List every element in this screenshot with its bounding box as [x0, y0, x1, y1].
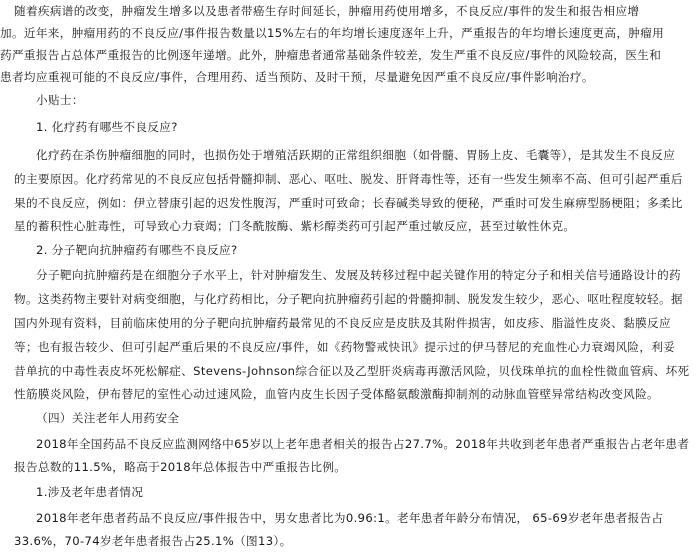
- sub-1-heading: 1.涉及老年患者情况: [36, 485, 144, 499]
- sub-1-line-2: 33.6%，70-74岁老年患者报告占25.1%（图13）。: [14, 534, 292, 548]
- q2-line-2: 物。这类药物主要针对病变细胞，与化疗药相比，分子靶向抗肿瘤药引起的骨髓抑制、脱发发生较少，恶心、呕吐程度较轻。据: [14, 292, 683, 306]
- question-2-heading: 2. 分子靶向抗肿瘤药有哪些不良反应?: [36, 243, 238, 257]
- q2-line-5: 昔单抗的中毒性表皮坏死松解症、Stevens-Johnson综合征以及乙型肝炎病毒再激活风险，贝伐珠单抗的血栓性微血管病、坏死: [14, 364, 690, 378]
- q2-line-4: 等；也有报告较少、但可引起严重后果的不良反应/事件，如《药物警戒快讯》提示过的伊马替尼的充血性心力衰竭风险，利妥: [14, 340, 676, 354]
- section-4-heading: （四）关注老年人用药安全: [36, 411, 180, 425]
- intro-line-3: 药严重报告占总体严重报告的比例逐年递增。此外，肿瘤患者通常基础条件较差，发生严重不良反应/事件的风险较高，医生和: [0, 48, 662, 62]
- question-1-heading: 1. 化疗药有哪些不良反应?: [36, 120, 178, 134]
- intro-line-2: 加。近年来，肿瘤用药的不良反应/事件报告数量以15%左右的年均增长速度逐年上升，严重报告的年均增长速度更高，肿瘤用: [0, 26, 665, 40]
- tips-heading: 小贴士：: [36, 93, 84, 107]
- section-4-line-2: 报告总数的11.5%，略高于2018年总体报告中严重报告比例。: [14, 460, 347, 474]
- q2-line-3: 国内外现有资料，目前临床使用的分子靶向抗肿瘤药最常见的不良反应是皮肤及其附件损害，如皮疹、脂溢性皮炎、黏膜反应: [14, 316, 671, 330]
- intro-line-4: 患者均应重视可能的不良反应/事件，合理用药、适当预防、及时干预，尽量避免因严重不良反应/事件影响治疗。: [0, 70, 594, 84]
- section-4-line-1: 2018年全国药品不良反应监测网络中65岁以上老年患者相关的报告占27.7%。2018年共收到老年患者严重报告占老年患者: [36, 437, 690, 451]
- q1-line-2: 的主要原因。化疗药常见的不良反应包括骨髓抑制、恶心、呕吐、脱发、肝肾毒性等，还有一些发生频率不高、但可引起严重后: [14, 172, 683, 186]
- q2-line-6: 性筋膜炎风险，伊布替尼的室性心动过速风险，血管内皮生长因子受体酪氨酸激酶抑制剂的动脉血管壁异常结构改变风险。: [14, 387, 659, 401]
- intro-line-1: 随着疾病谱的改变，肿瘤发生增多以及患者带癌生存时间延长，肿瘤用药使用增多，不良反应/事件的发生和报告相应增: [14, 4, 640, 18]
- q1-line-1: 化疗药在杀伤肿瘤细胞的同时，也损伤处于增殖活跃期的正常组织细胞（如骨髓、胃肠上皮、毛囊等），是其发生不良反应: [36, 148, 676, 162]
- q1-line-3: 果的不良反应，例如：伊立替康引起的迟发性腹泻，严重时可致命；长春碱类导致的便秘，严重时可发生麻痹型肠梗阻；多柔比: [14, 196, 683, 210]
- sub-1-line-1: 2018年老年患者药品不良反应/事件报告中，男女患者比为0.96:1。老年患者年龄分布情况， 65-69岁老年患者报告占: [36, 511, 664, 525]
- q1-line-4: 星的蓄积性心脏毒性，可导致心力衰竭；门冬酰胺酶、紫杉醇类药可引起严重过敏反应，甚至过敏性休克。: [14, 219, 576, 233]
- q2-line-1: 分子靶向抗肿瘤药是在细胞分子水平上，针对肿瘤发生、发展及转移过程中起关键作用的特定分子和相关信号通路设计的药: [36, 268, 681, 282]
